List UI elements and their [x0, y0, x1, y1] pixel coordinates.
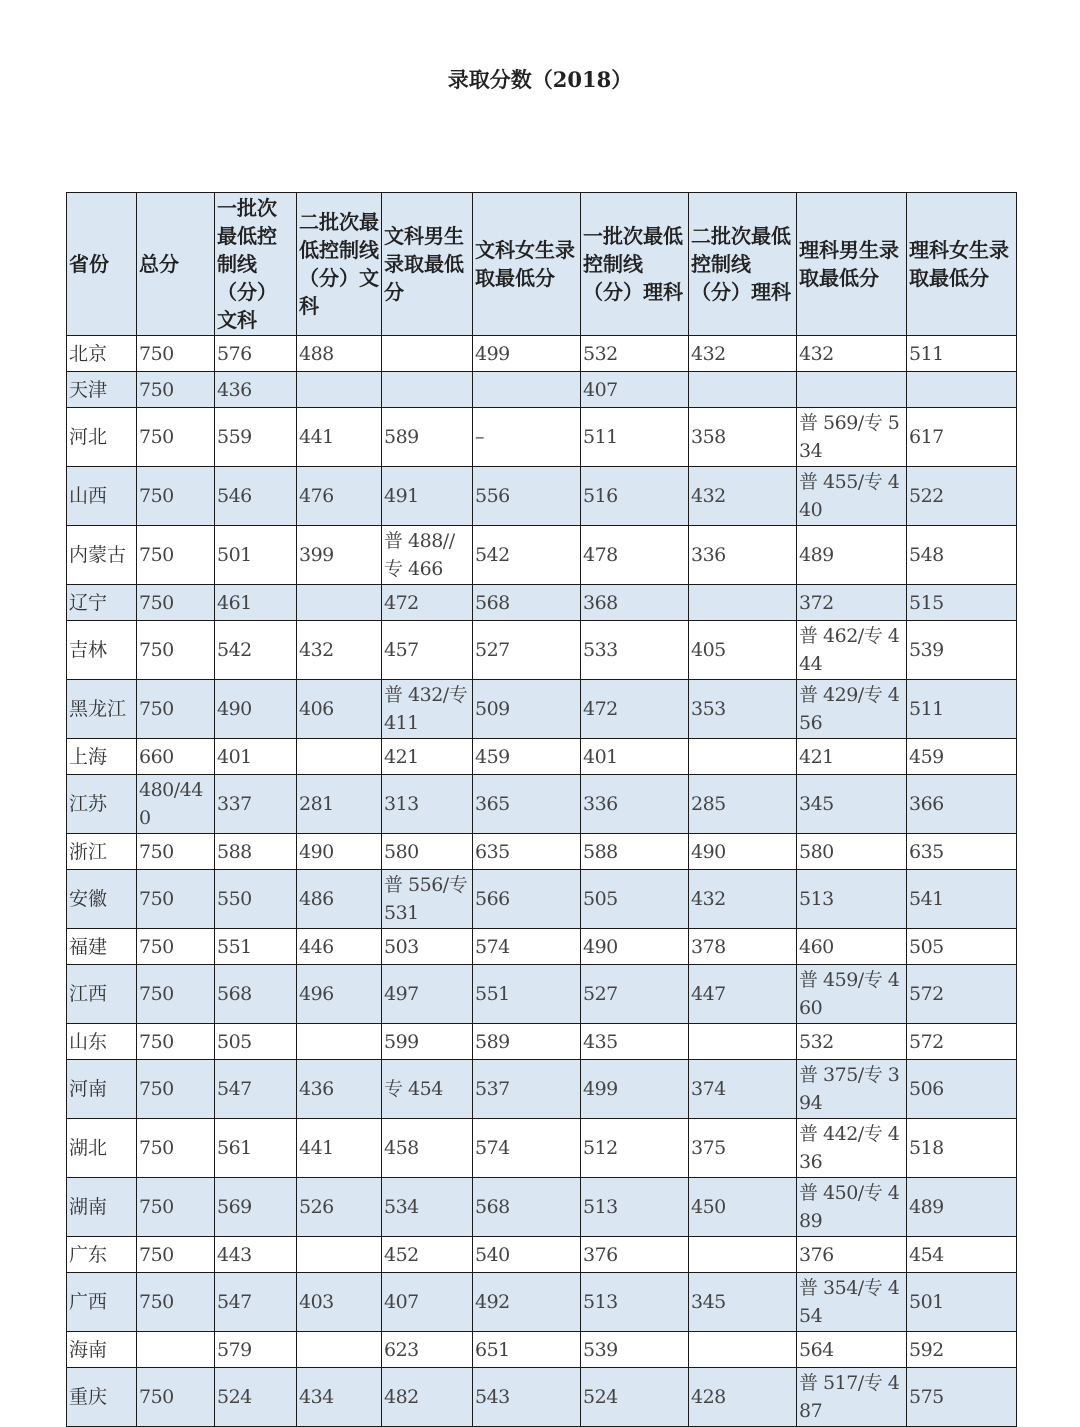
score-cell: 651 — [473, 1332, 581, 1368]
score-cell: 588 — [581, 834, 689, 870]
province-cell: 江西 — [67, 965, 137, 1024]
score-cell: 574 — [473, 929, 581, 965]
score-cell: 750 — [137, 1024, 215, 1060]
score-cell: 750 — [137, 834, 215, 870]
score-cell: 435 — [581, 1024, 689, 1060]
score-cell: 450 — [689, 1178, 797, 1237]
score-cell: 635 — [473, 834, 581, 870]
score-cell: 551 — [473, 965, 581, 1024]
score-cell: 489 — [907, 1178, 1017, 1237]
province-cell: 天津 — [67, 372, 137, 408]
table-row — [67, 680, 1017, 739]
score-cell: 635 — [907, 834, 1017, 870]
score-cell: 普 450/专 489 — [797, 1178, 907, 1237]
score-cell: 490 — [215, 680, 297, 739]
score-cell: 617 — [907, 408, 1017, 467]
page-title: 录取分数（2018） — [447, 67, 633, 92]
score-cell: 490 — [581, 929, 689, 965]
score-cell: 750 — [137, 965, 215, 1024]
table-row — [67, 929, 1017, 965]
score-cell: 普 375/专 394 — [797, 1060, 907, 1119]
province-cell: 重庆 — [67, 1368, 137, 1427]
province-cell: 山东 — [67, 1024, 137, 1060]
score-cell: 516 — [581, 467, 689, 526]
score-cell: 454 — [907, 1237, 1017, 1273]
score-cell: 501 — [215, 526, 297, 585]
score-cell — [297, 1024, 382, 1060]
score-cell: 543 — [473, 1368, 581, 1427]
table-body — [67, 336, 1017, 1427]
score-cell: 572 — [907, 965, 1017, 1024]
score-cell: 750 — [137, 680, 215, 739]
score-cell: 337 — [215, 775, 297, 834]
score-cell: 588 — [215, 834, 297, 870]
score-cell: 486 — [297, 870, 382, 929]
score-cell: 492 — [473, 1273, 581, 1332]
score-cell: 375 — [689, 1119, 797, 1178]
score-cell: 普 354/专 454 — [797, 1273, 907, 1332]
score-cell: 589 — [473, 1024, 581, 1060]
score-cell: 592 — [907, 1332, 1017, 1368]
table-header-row — [67, 193, 1017, 336]
score-cell: 普 432/专 411 — [382, 680, 473, 739]
score-cell: 421 — [382, 739, 473, 775]
score-cell — [297, 1332, 382, 1368]
score-cell: 285 — [689, 775, 797, 834]
score-cell: 432 — [797, 336, 907, 372]
score-cell: 436 — [297, 1060, 382, 1119]
score-cell: 750 — [137, 585, 215, 621]
score-cell: 505 — [581, 870, 689, 929]
score-cell: 358 — [689, 408, 797, 467]
score-cell: 443 — [215, 1237, 297, 1273]
province-cell: 浙江 — [67, 834, 137, 870]
score-cell: 372 — [797, 585, 907, 621]
score-cell: 750 — [137, 336, 215, 372]
score-cell: 580 — [797, 834, 907, 870]
score-cell: 428 — [689, 1368, 797, 1427]
score-cell: 482 — [382, 1368, 473, 1427]
score-cell: 336 — [581, 775, 689, 834]
table-row — [67, 372, 1017, 408]
table-row — [67, 1024, 1017, 1060]
score-cell: 572 — [907, 1024, 1017, 1060]
score-cell: 513 — [797, 870, 907, 929]
score-cell: 533 — [581, 621, 689, 680]
score-cell: 406 — [297, 680, 382, 739]
score-cell: 403 — [297, 1273, 382, 1332]
score-cell: 503 — [382, 929, 473, 965]
table-row — [67, 1237, 1017, 1273]
score-cell: 480/440 — [137, 775, 215, 834]
score-cell: 432 — [689, 467, 797, 526]
score-cell: 750 — [137, 1119, 215, 1178]
col-header-province: 省份 — [67, 193, 137, 336]
score-cell: 专 454 — [382, 1060, 473, 1119]
score-cell: 普 455/专 440 — [797, 467, 907, 526]
col-header-arts-female: 文科女生录取最低分 — [473, 193, 581, 336]
score-cell: 345 — [797, 775, 907, 834]
score-cell: 537 — [473, 1060, 581, 1119]
table-row — [67, 526, 1017, 585]
score-cell: 普 429/专 456 — [797, 680, 907, 739]
score-cell — [797, 372, 907, 408]
score-cell: 568 — [215, 965, 297, 1024]
table-row — [67, 1178, 1017, 1237]
score-cell: 526 — [297, 1178, 382, 1237]
score-cell: 532 — [581, 336, 689, 372]
score-cell: 490 — [297, 834, 382, 870]
province-cell: 上海 — [67, 739, 137, 775]
score-cell: 524 — [215, 1368, 297, 1427]
score-cell: 496 — [297, 965, 382, 1024]
score-cell: 506 — [907, 1060, 1017, 1119]
table-row — [67, 408, 1017, 467]
score-cell: 750 — [137, 467, 215, 526]
province-cell: 安徽 — [67, 870, 137, 929]
score-cell: 407 — [581, 372, 689, 408]
col-header-arts-male: 文科男生录取最低分 — [382, 193, 473, 336]
score-cell: 499 — [581, 1060, 689, 1119]
table-row — [67, 585, 1017, 621]
score-cell: 532 — [797, 1024, 907, 1060]
score-cell: 457 — [382, 621, 473, 680]
score-cell: 575 — [907, 1368, 1017, 1427]
score-cell: 476 — [297, 467, 382, 526]
score-cell: 750 — [137, 929, 215, 965]
score-cell: 432 — [689, 870, 797, 929]
province-cell: 湖南 — [67, 1178, 137, 1237]
score-cell: 559 — [215, 408, 297, 467]
score-cell: 527 — [473, 621, 581, 680]
province-cell: 江苏 — [67, 775, 137, 834]
score-cell: 447 — [689, 965, 797, 1024]
score-cell: 472 — [382, 585, 473, 621]
score-cell: 574 — [473, 1119, 581, 1178]
score-cell: 750 — [137, 1237, 215, 1273]
score-cell: 376 — [797, 1237, 907, 1273]
score-cell: 539 — [907, 621, 1017, 680]
score-cell: 353 — [689, 680, 797, 739]
province-cell: 河北 — [67, 408, 137, 467]
score-cell: 518 — [907, 1119, 1017, 1178]
score-cell: 普 442/专 436 — [797, 1119, 907, 1178]
score-cell: 460 — [797, 929, 907, 965]
col-header-sci-tier2: 二批次最低控制线（分）理科 — [689, 193, 797, 336]
score-cell — [907, 372, 1017, 408]
col-header-sci-male: 理科男生录取最低分 — [797, 193, 907, 336]
score-cell: 556 — [473, 467, 581, 526]
score-cell: 336 — [689, 526, 797, 585]
score-cell: 750 — [137, 621, 215, 680]
score-cell: 446 — [297, 929, 382, 965]
score-cell: 550 — [215, 870, 297, 929]
score-cell: 547 — [215, 1273, 297, 1332]
score-cell: 511 — [907, 336, 1017, 372]
score-cell: 599 — [382, 1024, 473, 1060]
score-cell: 401 — [215, 739, 297, 775]
score-cell: 普 488//专 466 — [382, 526, 473, 585]
province-cell: 广西 — [67, 1273, 137, 1332]
score-cell: 436 — [215, 372, 297, 408]
score-cell: 511 — [907, 680, 1017, 739]
table-row — [67, 467, 1017, 526]
score-cell: 512 — [581, 1119, 689, 1178]
score-cell: 399 — [297, 526, 382, 585]
score-cell: 569 — [215, 1178, 297, 1237]
score-cell: 普 459/专 460 — [797, 965, 907, 1024]
table-row — [67, 1273, 1017, 1332]
score-cell: 459 — [907, 739, 1017, 775]
score-cell — [689, 1237, 797, 1273]
score-cell: 489 — [797, 526, 907, 585]
table-row — [67, 870, 1017, 929]
score-cell: 434 — [297, 1368, 382, 1427]
score-cell: 589 — [382, 408, 473, 467]
score-cell: 750 — [137, 408, 215, 467]
score-cell — [689, 739, 797, 775]
score-cell: 534 — [382, 1178, 473, 1237]
score-cell: 660 — [137, 739, 215, 775]
score-cell: 561 — [215, 1119, 297, 1178]
score-cell: 579 — [215, 1332, 297, 1368]
score-cell — [689, 1024, 797, 1060]
score-cell — [473, 372, 581, 408]
col-header-arts-tier2: 二批次最低控制线（分）文科 — [297, 193, 382, 336]
score-cell — [689, 1332, 797, 1368]
table-row — [67, 965, 1017, 1024]
score-cell: 623 — [382, 1332, 473, 1368]
score-cell: 750 — [137, 870, 215, 929]
score-cell: 472 — [581, 680, 689, 739]
score-cell: 513 — [581, 1178, 689, 1237]
score-cell: 458 — [382, 1119, 473, 1178]
province-cell: 广东 — [67, 1237, 137, 1273]
province-cell: 福建 — [67, 929, 137, 965]
col-header-sci-tier1: 一批次最低控制线（分）理科 — [581, 193, 689, 336]
score-cell: 547 — [215, 1060, 297, 1119]
score-cell — [297, 372, 382, 408]
province-cell: 山西 — [67, 467, 137, 526]
table-row — [67, 621, 1017, 680]
score-cell: 515 — [907, 585, 1017, 621]
province-cell: 北京 — [67, 336, 137, 372]
province-cell: 黑龙江 — [67, 680, 137, 739]
score-cell — [297, 585, 382, 621]
score-cell: 580 — [382, 834, 473, 870]
score-cell: 441 — [297, 1119, 382, 1178]
score-cell: 750 — [137, 1178, 215, 1237]
admission-scores-table — [66, 192, 1017, 1427]
score-cell: 564 — [797, 1332, 907, 1368]
score-cell: 527 — [581, 965, 689, 1024]
score-cell: 750 — [137, 372, 215, 408]
table-row — [67, 739, 1017, 775]
score-cell: 551 — [215, 929, 297, 965]
score-cell — [689, 372, 797, 408]
score-cell: 568 — [473, 1178, 581, 1237]
score-cell: 539 — [581, 1332, 689, 1368]
score-cell: 459 — [473, 739, 581, 775]
score-cell: 432 — [297, 621, 382, 680]
score-cell: 576 — [215, 336, 297, 372]
score-cell: 366 — [907, 775, 1017, 834]
score-cell: 568 — [473, 585, 581, 621]
score-cell: 546 — [215, 467, 297, 526]
score-cell: 374 — [689, 1060, 797, 1119]
score-cell: 461 — [215, 585, 297, 621]
province-cell: 内蒙古 — [67, 526, 137, 585]
score-cell: 542 — [473, 526, 581, 585]
score-cell: 566 — [473, 870, 581, 929]
score-cell — [382, 336, 473, 372]
score-cell: 750 — [137, 1060, 215, 1119]
score-cell: 540 — [473, 1237, 581, 1273]
score-cell: 513 — [581, 1273, 689, 1332]
score-cell — [297, 739, 382, 775]
province-cell: 辽宁 — [67, 585, 137, 621]
score-cell: 490 — [689, 834, 797, 870]
score-cell: 542 — [215, 621, 297, 680]
score-cell: 普 517/专 487 — [797, 1368, 907, 1427]
score-cell: 普 556/专 531 — [382, 870, 473, 929]
score-cell: 750 — [137, 1368, 215, 1427]
score-cell: 421 — [797, 739, 907, 775]
score-cell: 281 — [297, 775, 382, 834]
score-cell: 365 — [473, 775, 581, 834]
score-cell: 376 — [581, 1237, 689, 1273]
score-cell: 432 — [689, 336, 797, 372]
score-cell: 750 — [137, 1273, 215, 1332]
score-cell — [689, 585, 797, 621]
score-cell: 548 — [907, 526, 1017, 585]
score-cell: 368 — [581, 585, 689, 621]
score-cell: 505 — [215, 1024, 297, 1060]
score-cell: 497 — [382, 965, 473, 1024]
score-cell: 313 — [382, 775, 473, 834]
score-cell: – — [473, 408, 581, 467]
score-cell: 750 — [137, 526, 215, 585]
score-cell: 491 — [382, 467, 473, 526]
score-cell: 407 — [382, 1273, 473, 1332]
province-cell: 湖北 — [67, 1119, 137, 1178]
table-row — [67, 336, 1017, 372]
score-cell: 345 — [689, 1273, 797, 1332]
score-cell: 441 — [297, 408, 382, 467]
score-cell: 405 — [689, 621, 797, 680]
score-cell: 509 — [473, 680, 581, 739]
score-cell: 488 — [297, 336, 382, 372]
score-cell — [297, 1237, 382, 1273]
col-header-total: 总分 — [137, 193, 215, 336]
province-cell: 海南 — [67, 1332, 137, 1368]
score-cell: 505 — [907, 929, 1017, 965]
score-cell — [137, 1332, 215, 1368]
score-cell: 401 — [581, 739, 689, 775]
province-cell: 河南 — [67, 1060, 137, 1119]
col-header-arts-tier1: 一批次最低控制线（分）文科 — [215, 193, 297, 336]
score-cell — [382, 372, 473, 408]
score-cell: 478 — [581, 526, 689, 585]
table-row — [67, 834, 1017, 870]
score-cell: 499 — [473, 336, 581, 372]
table-row — [67, 1119, 1017, 1178]
table-row — [67, 1060, 1017, 1119]
score-cell: 普 569/专 534 — [797, 408, 907, 467]
score-cell: 452 — [382, 1237, 473, 1273]
score-cell: 524 — [581, 1368, 689, 1427]
score-cell: 501 — [907, 1273, 1017, 1332]
table-row — [67, 1368, 1017, 1427]
score-cell: 普 462/专 444 — [797, 621, 907, 680]
col-header-sci-female: 理科女生录取最低分 — [907, 193, 1017, 336]
table-row — [67, 1332, 1017, 1368]
score-cell: 511 — [581, 408, 689, 467]
table-row — [67, 775, 1017, 834]
score-cell: 522 — [907, 467, 1017, 526]
score-cell: 541 — [907, 870, 1017, 929]
score-cell: 378 — [689, 929, 797, 965]
province-cell: 吉林 — [67, 621, 137, 680]
